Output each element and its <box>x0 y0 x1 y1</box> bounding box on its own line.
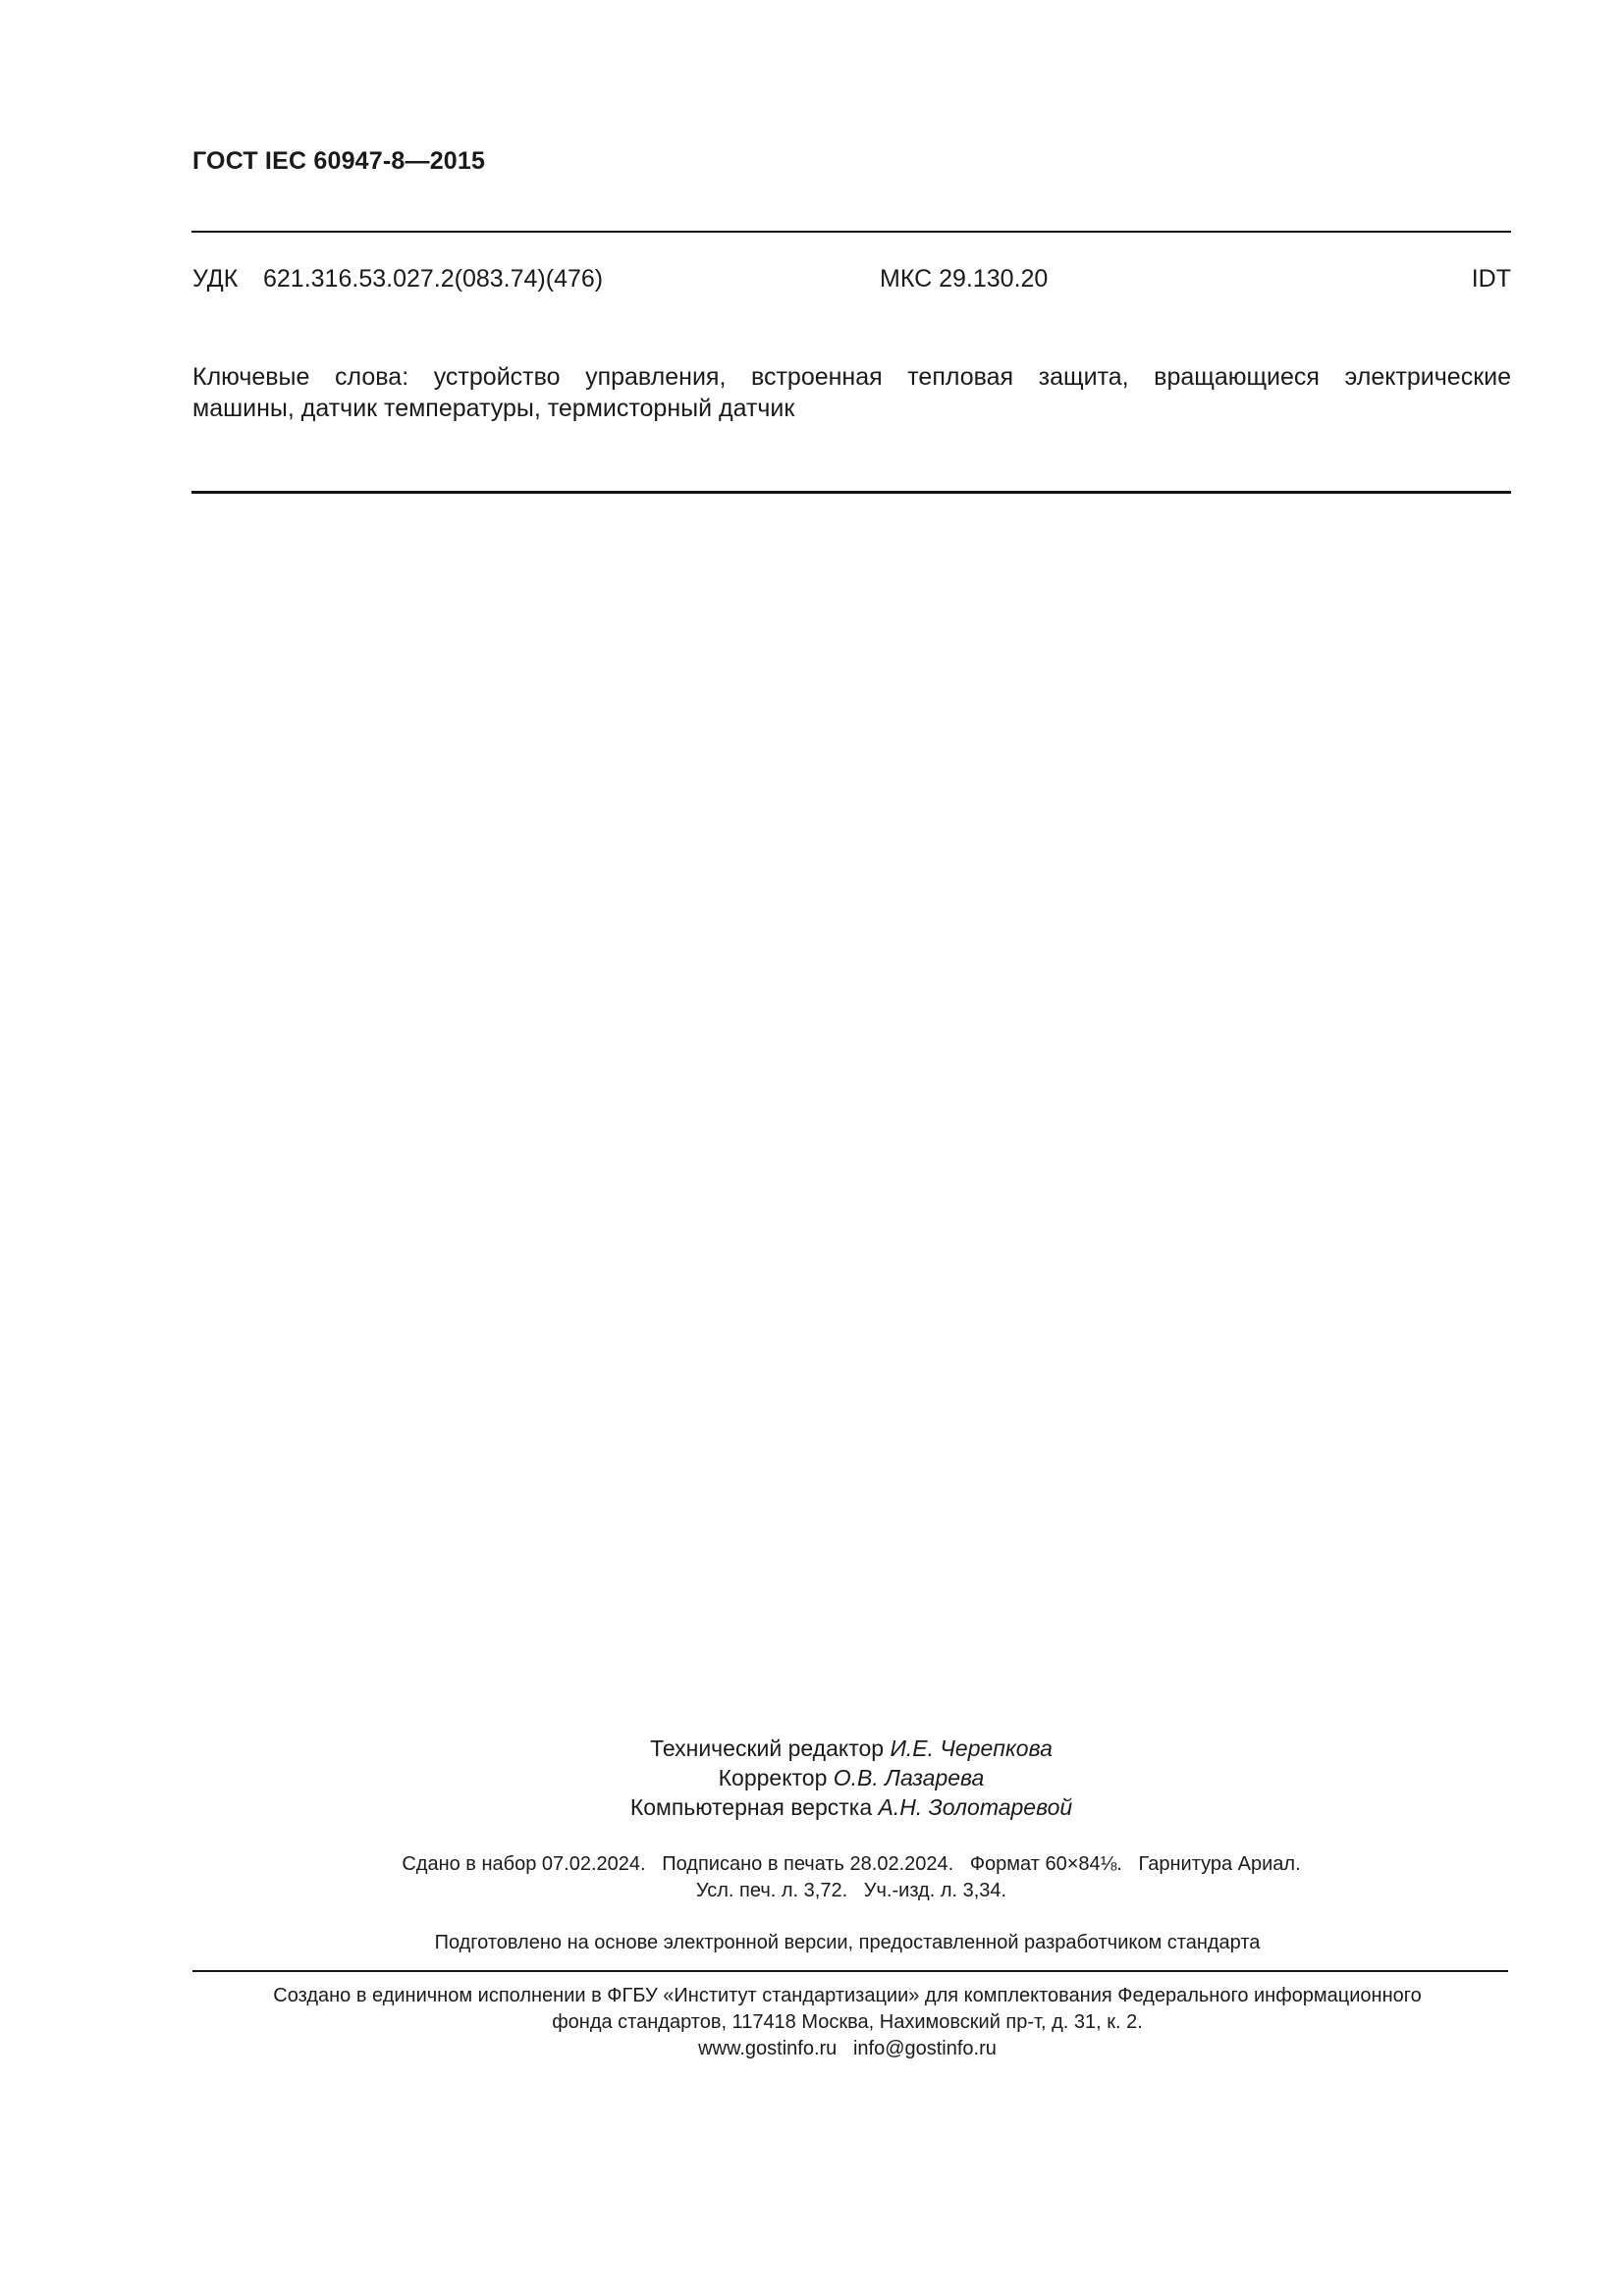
publisher-line-1: Создано в единичном исполнении в ФГБУ «Институт стандартизации» для комплектования Федерального информационного <box>273 1985 1422 2006</box>
tech-editor-credit <box>0 1734 1624 1763</box>
print-info <box>0 1851 1624 1904</box>
editorial-credits <box>0 1734 1624 1822</box>
keywords-line-1: Ключевые слова: устройство управления, встроенная тепловая защита, вращающиеся электрические <box>192 363 1511 391</box>
layout-name: А.Н. Золотаревой <box>878 1794 1073 1820</box>
top-divider <box>191 231 1511 233</box>
equivalence-degree: IDT <box>1471 265 1511 293</box>
keywords-line-2: машины, датчик температуры, термисторный датчик <box>192 395 795 422</box>
tech-editor-name: И.Е. Черепкова <box>890 1735 1053 1761</box>
keywords-divider <box>191 491 1511 494</box>
publisher-line-2: фонда стандартов, 117418 Москва, Нахимовский пр-т, д. 31, к. 2. <box>552 2011 1143 2033</box>
document-code: ГОСТ IEC 60947-8—2015 <box>192 147 486 175</box>
print-info-line-1: Сдано в набор 07.02.2024. Подписано в печать 28.02.2024. Формат 60×84⅛. Гарнитура Ариал. <box>402 1853 1301 1875</box>
publisher-contacts <box>0 2036 1624 2062</box>
layout-role: Компьютерная верстка <box>629 1794 879 1820</box>
footer-divider <box>192 1970 1508 1972</box>
classification-row <box>192 265 1511 298</box>
prepared-text: Подготовлено на основе электронной версии, предоставленной разработчиком стандарта <box>434 1932 1261 1953</box>
print-info-line-2: Усл. печ. л. 3,72. Уч.-изд. л. 3,34. <box>695 1880 1007 1901</box>
corrector-name: О.В. Лазарева <box>833 1765 985 1790</box>
email-link[interactable]: info@gostinfo.ru <box>852 2038 997 2059</box>
layout-credit <box>0 1792 1624 1822</box>
publisher-info <box>0 1983 1624 2062</box>
udk-value: 621.316.53.027.2(083.74)(476) <box>263 265 604 293</box>
udk-label: УДК <box>192 265 239 293</box>
tech-editor-role: Технический редактор <box>650 1735 891 1761</box>
prepared-note <box>0 1930 1624 1956</box>
corrector-role: Корректор <box>718 1765 834 1790</box>
website-link[interactable]: www.gostinfo.ru <box>698 2038 838 2059</box>
mks-code: МКС 29.130.20 <box>880 265 1049 293</box>
keywords-block <box>192 361 1511 424</box>
corrector-credit <box>0 1763 1624 1792</box>
